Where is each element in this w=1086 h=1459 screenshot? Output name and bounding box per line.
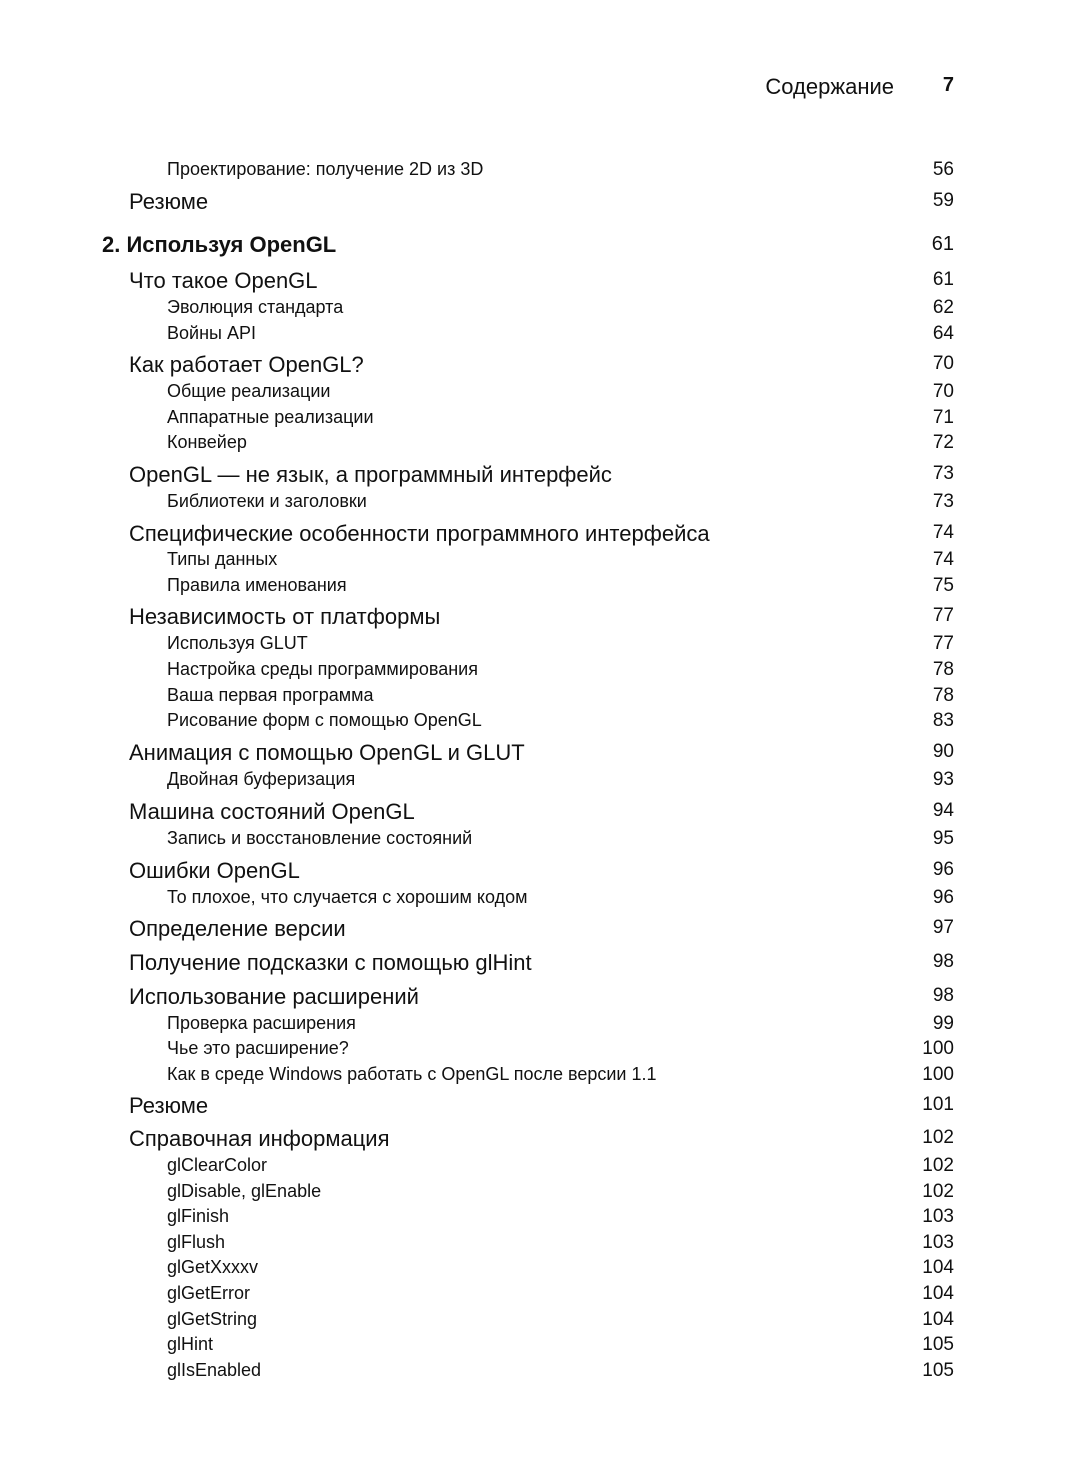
toc-entry-title: OpenGL — не язык, а программный интерфейс	[129, 462, 612, 487]
toc-entry-page: 94	[932, 800, 954, 821]
toc-entry-page: 64	[932, 323, 954, 344]
toc-entry-page: 102	[922, 1127, 954, 1148]
toc-entry-title: Что такое OpenGL	[129, 268, 318, 293]
toc-entry-page: 83	[932, 710, 954, 731]
toc-entry-page: 74	[932, 522, 954, 543]
toc-entry-title: Правила именования	[167, 575, 347, 595]
toc-entry-title: glGetString	[167, 1309, 258, 1329]
toc-entry-page: 98	[932, 951, 954, 972]
toc-entry-page: 61	[931, 233, 954, 255]
toc-entry-title: Библиотеки и заголовки	[167, 491, 367, 511]
toc-entry-title: glFinish	[167, 1206, 230, 1226]
toc-entry-page: 59	[932, 190, 954, 211]
toc-entry-title: Аппаратные реализации	[167, 407, 374, 427]
toc-entry-page: 61	[932, 269, 954, 290]
toc-entry-page: 93	[932, 769, 954, 790]
page-header	[0, 74, 1086, 104]
toc-entry-page: 102	[922, 1181, 954, 1202]
toc-entry-title: 2. Используя OpenGL	[102, 232, 337, 257]
toc-entry-page: 70	[932, 353, 954, 374]
toc-entry-title: Определение версии	[129, 916, 346, 941]
toc-entry-page: 73	[932, 491, 954, 512]
toc-entry-page: 77	[932, 605, 954, 626]
toc-entry-title: То плохое, что случается с хорошим кодом	[167, 887, 528, 907]
toc-entry-page: 73	[932, 463, 954, 484]
toc-entry-title: Резюме	[129, 1093, 209, 1118]
toc-entry-title: Конвейер	[167, 432, 247, 452]
toc-entry-page: 74	[932, 549, 954, 570]
toc-entry-title: Ваша первая программа	[167, 685, 374, 705]
toc-entry-page: 90	[932, 741, 954, 762]
toc-entry-page: 104	[922, 1309, 954, 1330]
toc-entry-title: Чье это расширение?	[167, 1038, 349, 1058]
toc-entry-page: 101	[922, 1094, 954, 1115]
toc-entry-title: glIsEnabled	[167, 1360, 262, 1380]
toc-entry-title: glFlush	[167, 1232, 226, 1252]
toc-entry-page: 99	[932, 1013, 954, 1034]
toc-entry-title: Запись и восстановление состояний	[167, 828, 473, 848]
toc-entry-page: 104	[922, 1283, 954, 1304]
toc-entry-page: 102	[922, 1155, 954, 1176]
toc-entry-page: 72	[932, 432, 954, 453]
toc-entry-title: Как в среде Windows работать с OpenGL после версии 1.1	[167, 1064, 657, 1084]
toc-entry-title: Справочная информация	[129, 1126, 390, 1151]
toc-entry-title: Специфические особенности программного интерфейса	[129, 521, 710, 546]
toc-entry-title: glGetError	[167, 1283, 251, 1303]
page-number: 7	[942, 74, 954, 96]
toc-entry-title: Эволюция стандарта	[167, 297, 344, 317]
toc-entry-title: Анимация с помощью OpenGL и GLUT	[129, 740, 525, 765]
toc-entry-page: 105	[922, 1334, 954, 1355]
toc-entry-page: 78	[932, 659, 954, 680]
toc-entry-title: Резюме	[129, 189, 209, 214]
toc-entry-title: Используя GLUT	[167, 633, 308, 653]
toc-entry-title: Независимость от платформы	[129, 604, 441, 629]
toc-entry-title: Общие реализации	[167, 381, 331, 401]
toc-entry-title: Ошибки OpenGL	[129, 858, 300, 883]
toc-entry-page: 62	[932, 297, 954, 318]
toc-entry-title: Войны API	[167, 323, 256, 343]
toc-entry-page: 98	[932, 985, 954, 1006]
toc-entry-page: 100	[922, 1064, 954, 1085]
toc-entry-title: Рисование форм с помощью OpenGL	[167, 710, 482, 730]
toc-entry-page: 75	[932, 575, 954, 596]
toc-entry-title: Как работает OpenGL?	[129, 352, 364, 377]
toc-entry-title: Двойная буферизация	[167, 769, 356, 789]
toc-entry-page: 103	[922, 1232, 954, 1253]
running-title: Содержание	[765, 74, 894, 99]
toc-entry-page: 97	[932, 917, 954, 938]
toc-entry-title: Типы данных	[167, 549, 278, 569]
toc-entry-title: Использование расширений	[129, 984, 419, 1009]
toc-entry-page: 56	[932, 159, 954, 180]
toc-entry-title: Проектирование: получение 2D из 3D	[167, 159, 484, 179]
toc-entry-page: 96	[932, 887, 954, 908]
toc-entry-title: glGetXxxxv	[167, 1257, 259, 1277]
toc-entry-page: 77	[932, 633, 954, 654]
toc-entry-page: 100	[922, 1038, 954, 1059]
toc-entry-page: 104	[922, 1257, 954, 1278]
toc-entry-page: 95	[932, 828, 954, 849]
toc-entry-page: 70	[932, 381, 954, 402]
toc-entry-page: 78	[932, 685, 954, 706]
toc-entry-page: 71	[932, 407, 954, 428]
toc-entry-title: Получение подсказки с помощью glHint	[129, 950, 532, 975]
toc-entry-title: glDisable, glEnable	[167, 1181, 322, 1201]
toc-entry-page: 96	[932, 859, 954, 880]
toc-entry-title: Машина состояний OpenGL	[129, 799, 415, 824]
toc-entry-title: Проверка расширения	[167, 1013, 356, 1033]
toc-entry-page: 103	[922, 1206, 954, 1227]
toc-entry-title: glClearColor	[167, 1155, 268, 1175]
toc-entry-title: Настройка среды программирования	[167, 659, 478, 679]
toc-entry-title: glHint	[167, 1334, 214, 1354]
toc-entry-page: 105	[922, 1360, 954, 1381]
